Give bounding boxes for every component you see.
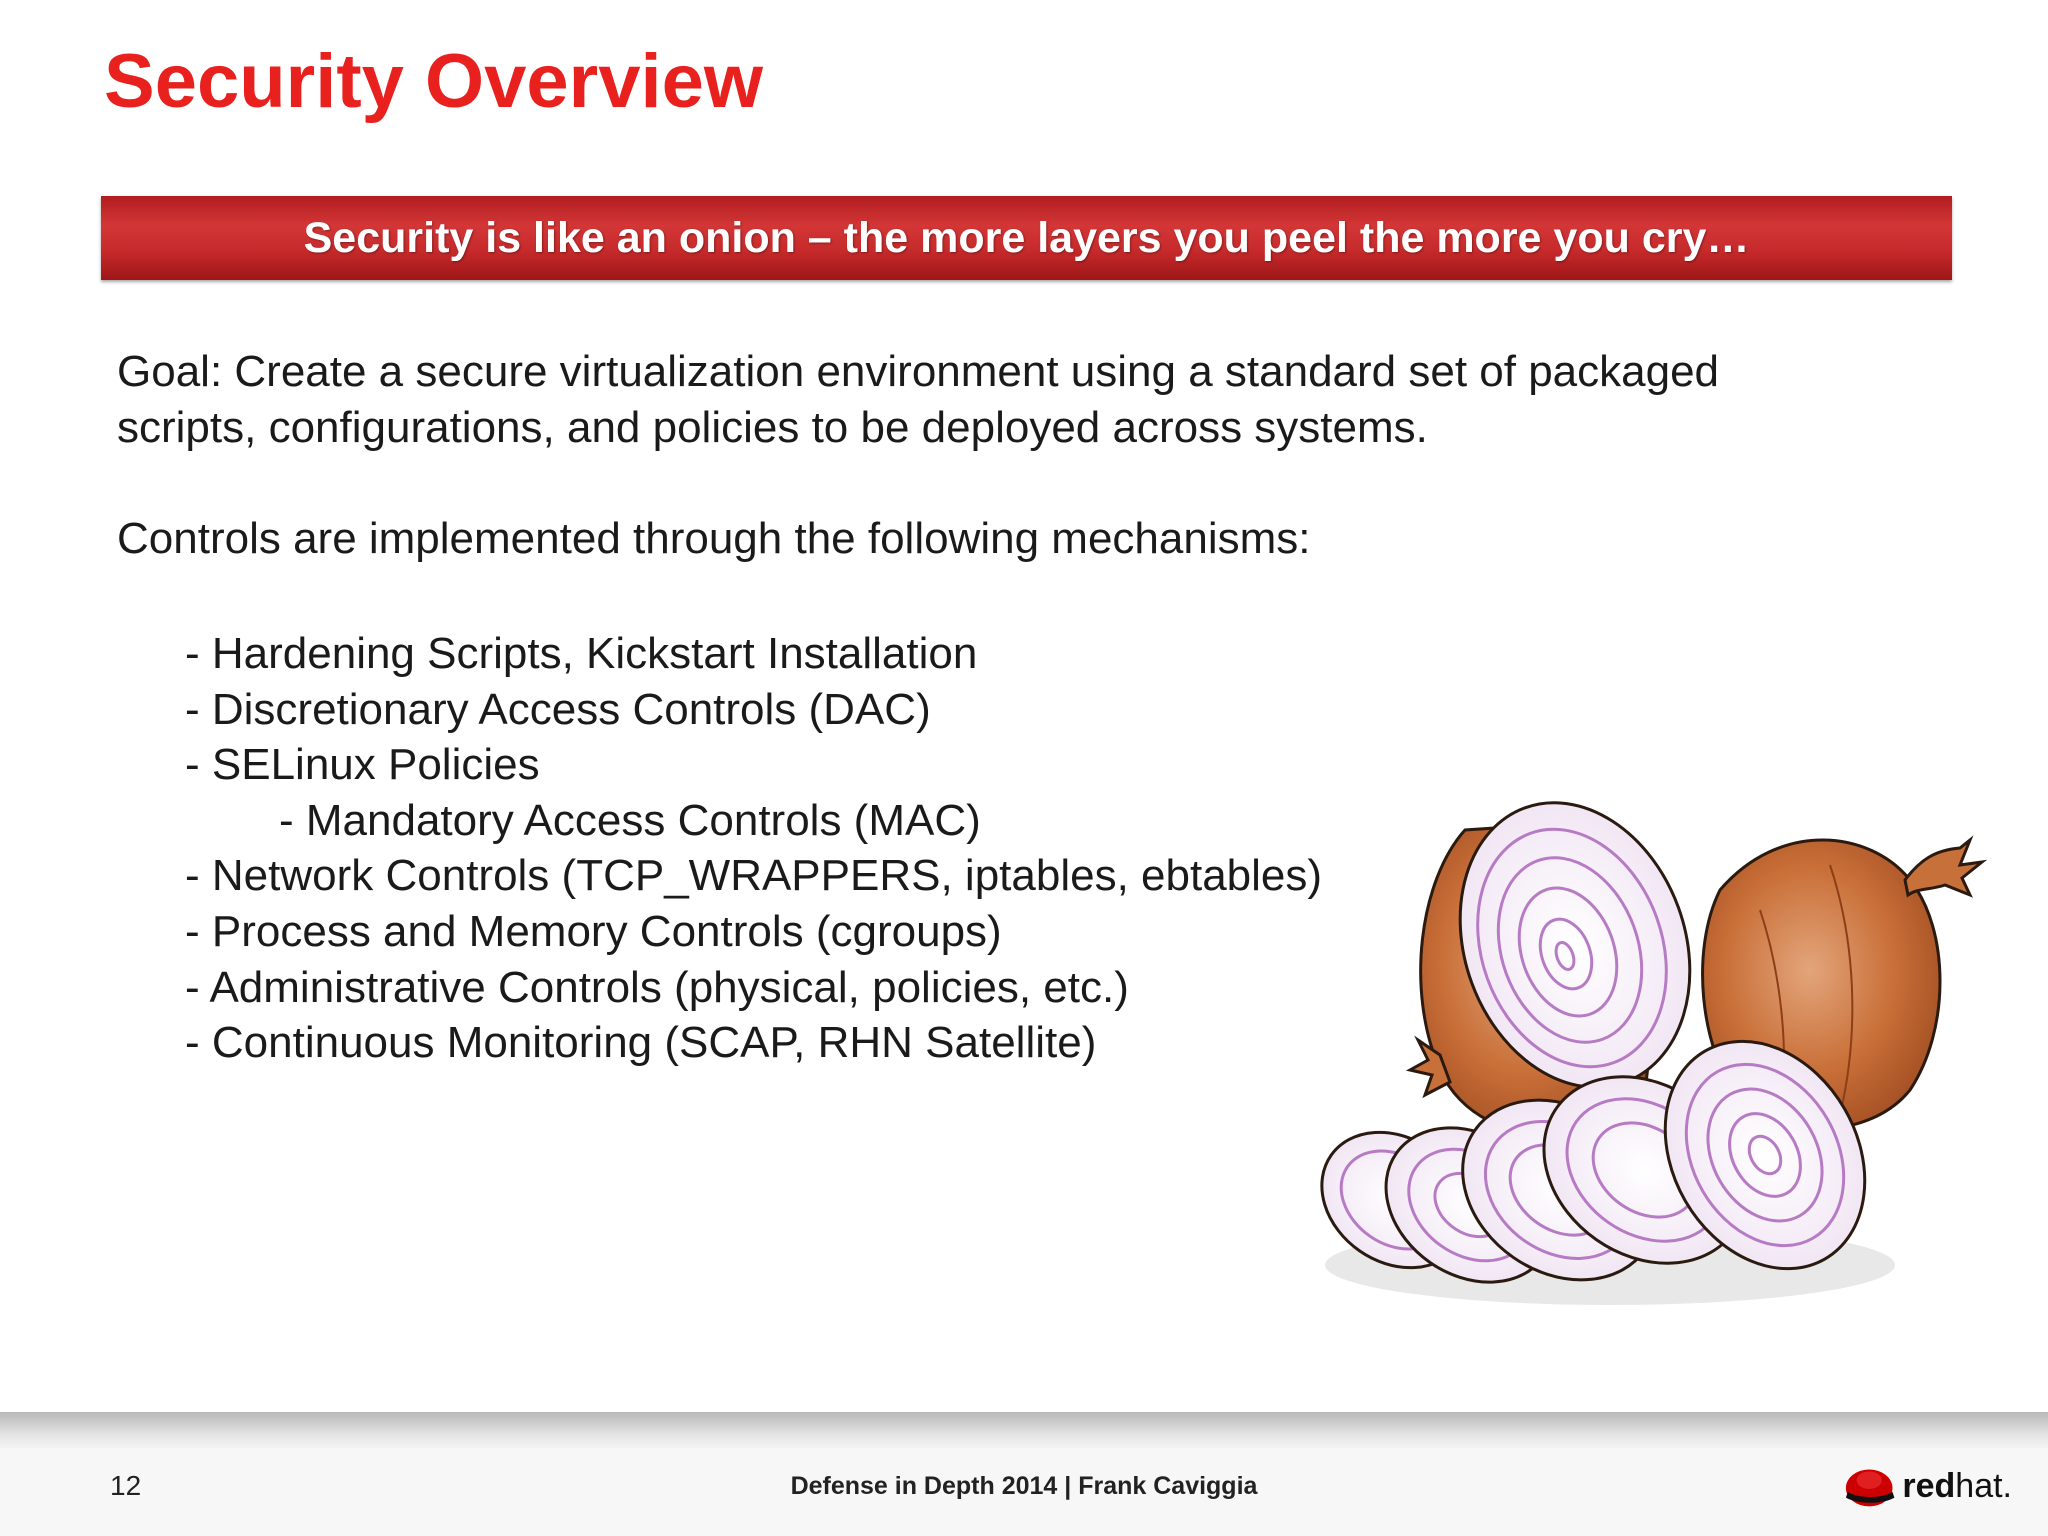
redhat-logo <box>1842 1458 2012 1514</box>
goal-text <box>117 344 1719 456</box>
list-item-sub: - Mandatory Access Controls (MAC) <box>279 795 981 845</box>
list-item: - Continuous Monitoring (SCAP, RHN Satellite) <box>185 1018 1097 1068</box>
list-item: - Administrative Controls (physical, policies, etc.) <box>185 962 1129 1012</box>
goal-line-1: Goal: Create a secure virtualization environment using a standard set of packaged <box>117 347 1720 396</box>
list-item: - Hardening Scripts, Kickstart Installation <box>185 629 978 678</box>
list-item: - SELinux Policies <box>185 740 540 790</box>
list-item: - Process and Memory Controls (cgroups) <box>185 906 1002 956</box>
footer-divider <box>0 1412 2048 1448</box>
controls-intro: Controls are implemented through the following mechanisms: <box>117 514 1311 563</box>
shadowman-icon <box>1842 1462 1896 1510</box>
page-number: 12 <box>110 1470 142 1501</box>
banner-text: Security is like an onion – the more layers you peel the more you cry… <box>303 213 1750 262</box>
logo-wordmark: redhat. <box>1902 1466 2012 1505</box>
onion-illustration <box>1310 770 2022 1330</box>
mechanism-list <box>185 626 1322 1071</box>
slide-title: Security Overview <box>104 39 764 124</box>
footer-caption: Defense in Depth 2014 | Frank Caviggia <box>790 1472 1258 1500</box>
banner <box>101 196 1952 280</box>
goal-line-2: scripts, configurations, and policies to be deployed across systems. <box>117 403 1428 452</box>
list-item: - Discretionary Access Controls (DAC) <box>185 684 931 734</box>
list-item: - Network Controls (TCP_WRAPPERS, iptables, ebtables) <box>185 851 1323 901</box>
